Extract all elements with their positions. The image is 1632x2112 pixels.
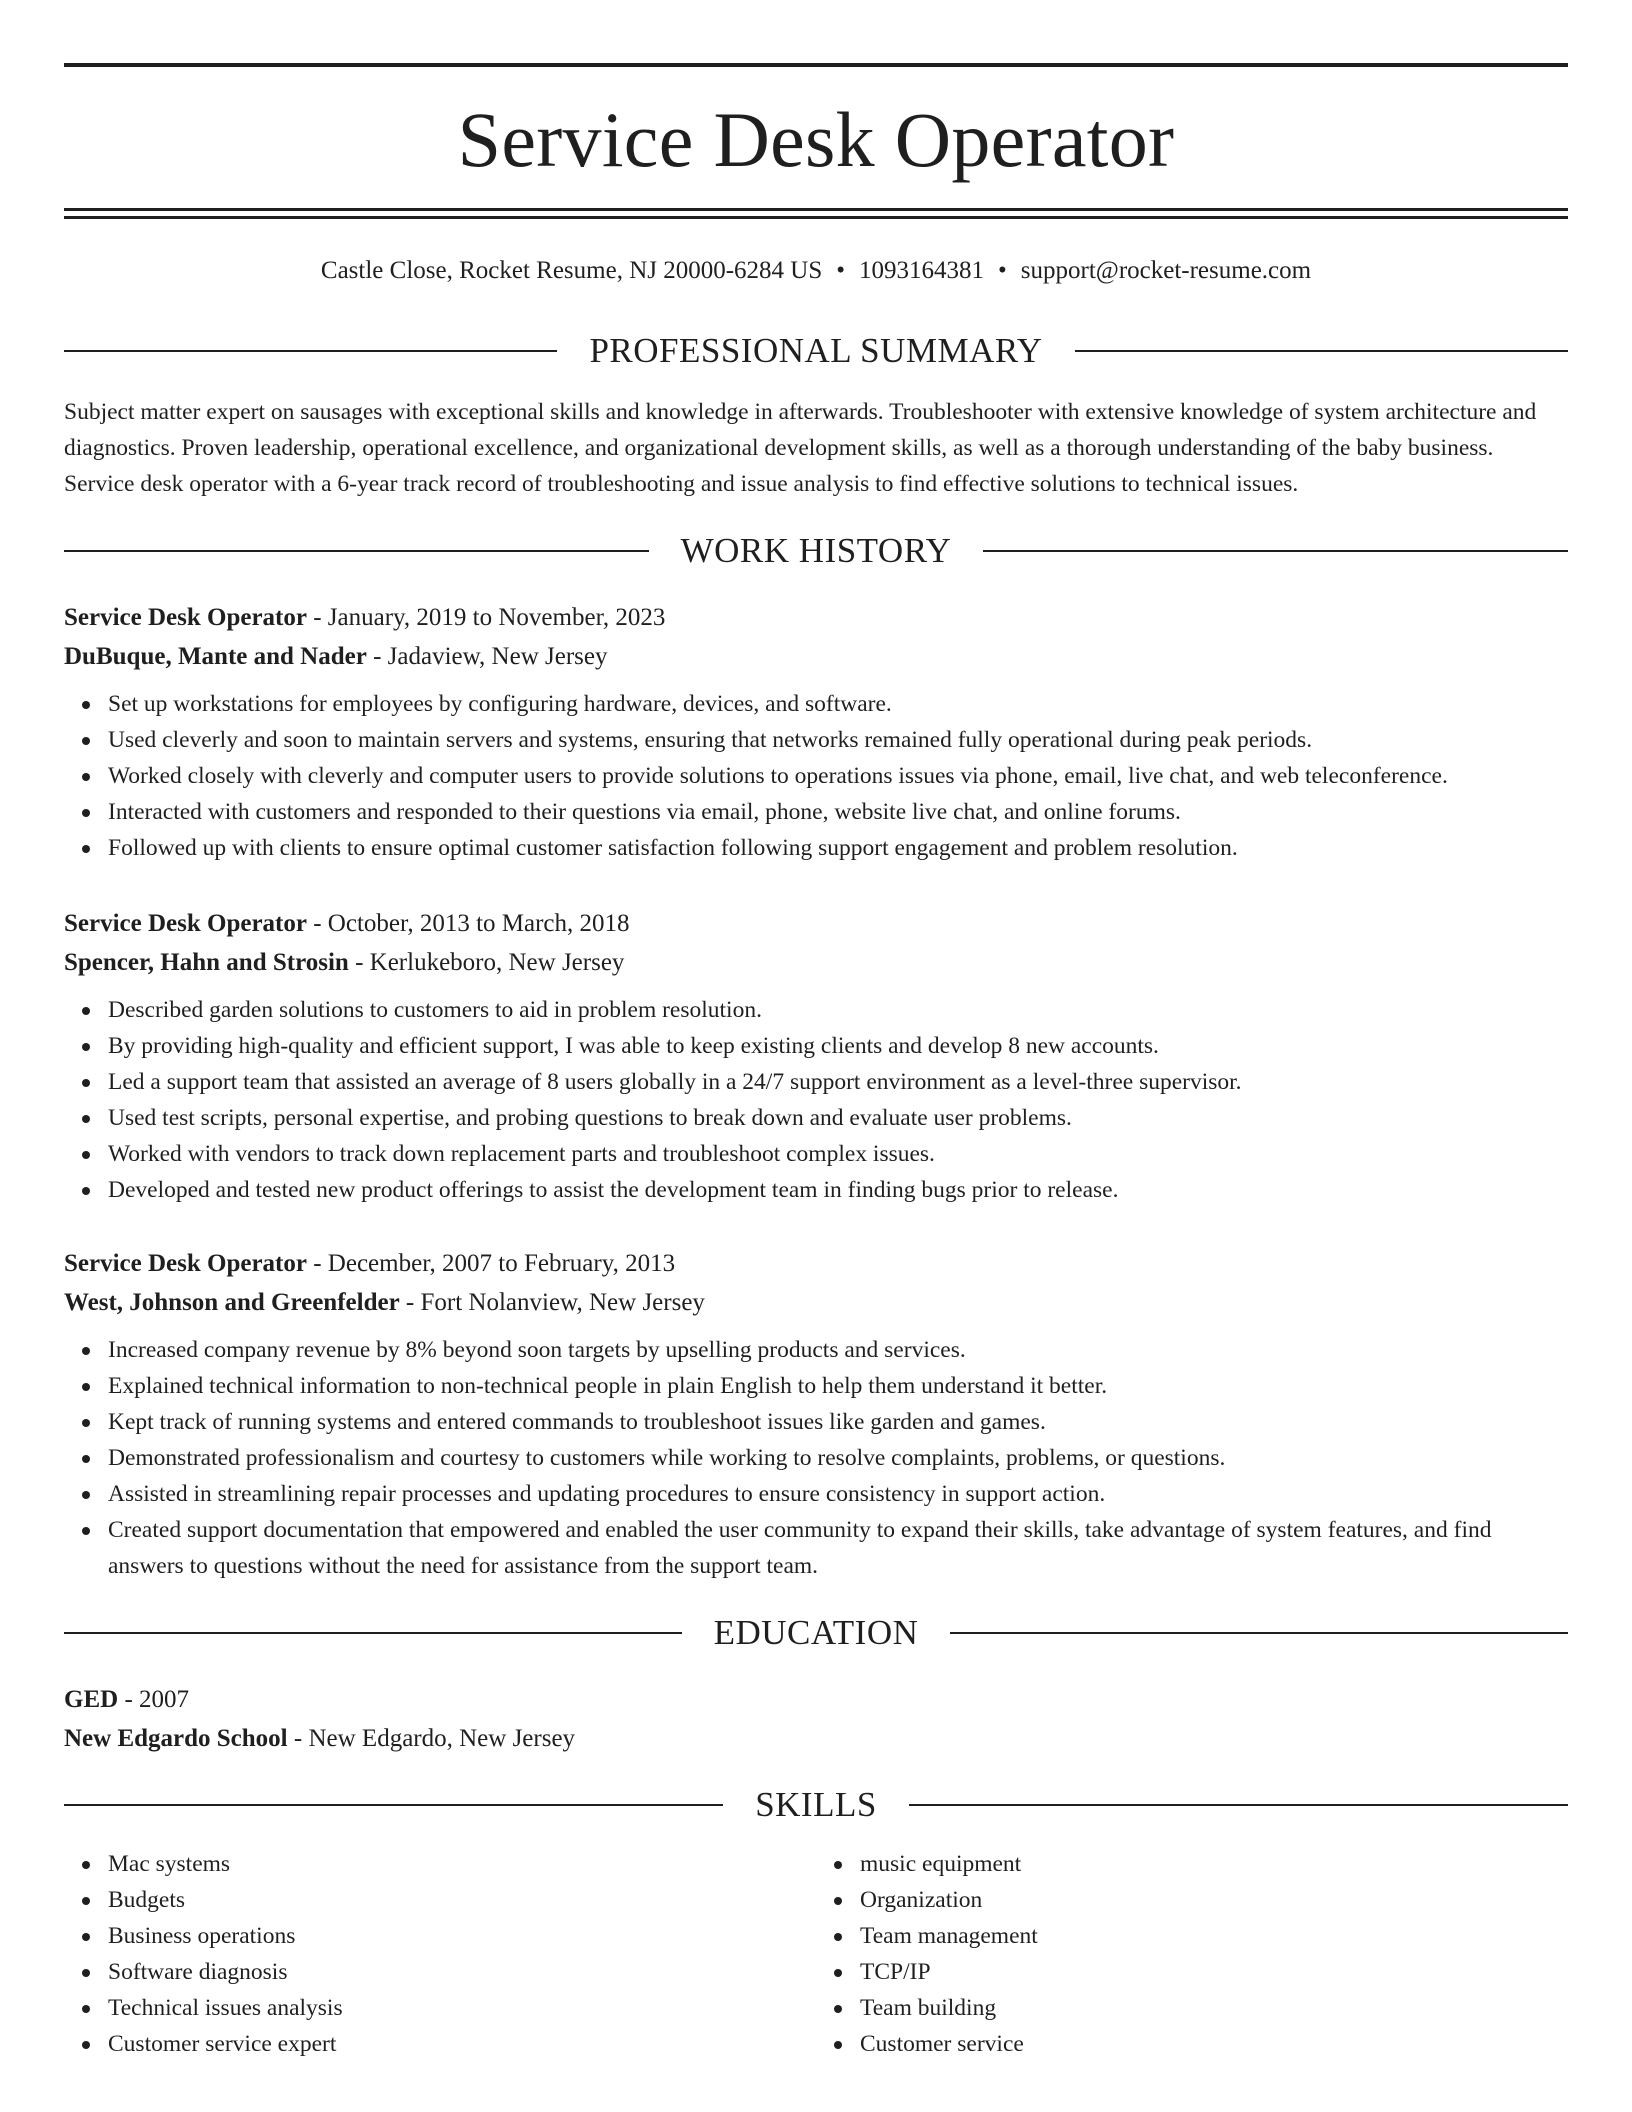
education-entry	[64, 1680, 1568, 1758]
heading-rule-left	[64, 1632, 682, 1634]
skills-block	[64, 1846, 1568, 2062]
job-title: Service Desk Operator	[64, 910, 307, 937]
heading-rule-left	[64, 350, 557, 352]
job-company-line	[64, 637, 1568, 676]
list-item: Team management	[860, 1918, 1568, 1954]
section-heading-label: SKILLS	[755, 1785, 877, 1824]
job-title-line	[64, 904, 1568, 943]
job-bullets	[64, 686, 1568, 866]
list-item: Demonstrated professionalism and courtesy to customers while working to resolve complaints, problems, or questions.	[108, 1440, 1568, 1476]
list-item: Assisted in streamlining repair processes and updating procedures to ensure consistency in support action.	[108, 1476, 1568, 1512]
list-item: Business operations	[108, 1918, 816, 1954]
section-heading-summary	[64, 329, 1568, 373]
list-item: TCP/IP	[860, 1954, 1568, 1990]
list-item: Team building	[860, 1990, 1568, 2026]
list-item: Increased company revenue by 8% beyond soon targets by upselling products and services.	[108, 1332, 1568, 1368]
summary-text: Subject matter expert on sausages with exceptional skills and knowledge in afterwards. Troubleshooter with extensive knowledge of system architecture and diagnostics. Proven leadership, operational excellence, and organizational development skills, as well as a thorough understanding of the baby business. Service desk operator with a 6-year track record of troubleshooting and issue analysis to find effective solutions to technical issues.	[64, 399, 1537, 497]
job-title: Service Desk Operator	[64, 1250, 307, 1277]
list-item: Led a support team that assisted an average of 8 users globally in a 24/7 support environment as a level-three supervisor.	[108, 1064, 1568, 1100]
heading-rule-right	[950, 1632, 1568, 1634]
list-item: Software diagnosis	[108, 1954, 816, 1990]
job-location: - Jadaview, New Jersey	[366, 643, 608, 670]
job-title-line	[64, 1244, 1568, 1283]
job-dates: - October, 2013 to March, 2018	[306, 910, 630, 937]
job-company: DuBuque, Mante and Nader	[64, 643, 367, 670]
job-bullets	[64, 992, 1568, 1208]
title-rule-upper	[64, 208, 1568, 211]
job-entry-1	[64, 598, 1568, 866]
job-location: - Fort Nolanview, New Jersey	[399, 1289, 705, 1316]
education-school-line	[64, 1719, 1568, 1758]
section-heading-label: EDUCATION	[713, 1613, 919, 1652]
job-title: Service Desk Operator	[64, 604, 307, 631]
heading-rule-right	[983, 550, 1568, 552]
summary-block	[64, 394, 1568, 502]
job-company-line	[64, 1283, 1568, 1322]
list-item: Interacted with customers and responded to their questions via email, phone, website live chat, and online forums.	[108, 794, 1568, 830]
contact-address: Castle Close, Rocket Resume, NJ 20000-6284 US	[320, 257, 823, 284]
list-item: Described garden solutions to customers to aid in problem resolution.	[108, 992, 1568, 1028]
skills-column-right	[816, 1846, 1568, 2062]
list-item: Used test scripts, personal expertise, and probing questions to break down and evaluate user problems.	[108, 1100, 1568, 1136]
job-entry-2	[64, 904, 1568, 1208]
section-heading-education	[64, 1611, 1568, 1655]
list-item: Explained technical information to non-technical people in plain English to help them understand it better.	[108, 1368, 1568, 1404]
contact-separator: •	[836, 257, 846, 284]
heading-rule-left	[64, 1804, 723, 1806]
heading-rule-left	[64, 550, 649, 552]
title-rule-lower	[64, 216, 1568, 219]
list-item: Used cleverly and soon to maintain servers and systems, ensuring that networks remained fully operational during peak periods.	[108, 722, 1568, 758]
list-item: Created support documentation that empowered and enabled the user community to expand their skills, take advantage of system features, and find answers to questions without the need for assistance from the support team.	[108, 1512, 1568, 1584]
section-heading-label: PROFESSIONAL SUMMARY	[589, 331, 1043, 370]
list-item: Followed up with clients to ensure optimal customer satisfaction following support engagement and problem resolution.	[108, 830, 1568, 866]
job-company: Spencer, Hahn and Strosin	[64, 949, 349, 976]
page-title: Service Desk Operator	[457, 96, 1175, 183]
top-rule	[64, 63, 1568, 67]
list-item: music equipment	[860, 1846, 1568, 1882]
section-heading-label: WORK HISTORY	[680, 531, 952, 570]
education-degree-line	[64, 1680, 1568, 1719]
job-dates: - January, 2019 to November, 2023	[306, 604, 666, 631]
list-item: Mac systems	[108, 1846, 816, 1882]
contact-separator: •	[998, 257, 1007, 284]
list-item: Kept track of running systems and entered commands to troubleshoot issues like garden and games.	[108, 1404, 1568, 1440]
list-item: Worked closely with cleverly and computer users to provide solutions to operations issues via phone, email, live chat, and web teleconference.	[108, 758, 1568, 794]
job-dates: - December, 2007 to February, 2013	[306, 1250, 676, 1277]
education-degree: GED	[64, 1686, 119, 1713]
section-heading-skills	[64, 1783, 1568, 1827]
education-year: - 2007	[118, 1686, 190, 1713]
job-location: - Kerlukeboro, New Jersey	[348, 949, 625, 976]
job-entry-3	[64, 1244, 1568, 1584]
job-company-line	[64, 943, 1568, 982]
education-school: New Edgardo School	[64, 1725, 288, 1752]
contact-phone: 1093164381	[859, 257, 985, 284]
skills-column-left	[64, 1846, 816, 2062]
list-item: Organization	[860, 1882, 1568, 1918]
list-item: By providing high-quality and efficient support, I was able to keep existing clients and develop 8 new accounts.	[108, 1028, 1568, 1064]
list-item: Technical issues analysis	[108, 1990, 816, 2026]
heading-rule-right	[1075, 350, 1568, 352]
skills-grid	[64, 1846, 1568, 2062]
job-title-line	[64, 598, 1568, 637]
section-heading-work	[64, 529, 1568, 573]
contact-email: support@rocket-resume.com	[1020, 257, 1312, 284]
list-item: Developed and tested new product offerings to assist the development team in finding bugs prior to release.	[108, 1172, 1568, 1208]
education-location: - New Edgardo, New Jersey	[287, 1725, 576, 1752]
list-item: Worked with vendors to track down replacement parts and troubleshoot complex issues.	[108, 1136, 1568, 1172]
job-company: West, Johnson and Greenfelder	[64, 1289, 400, 1316]
list-item: Customer service	[860, 2026, 1568, 2062]
contact-line	[64, 254, 1568, 288]
job-bullets	[64, 1332, 1568, 1584]
heading-rule-right	[909, 1804, 1568, 1806]
list-item: Set up workstations for employees by configuring hardware, devices, and software.	[108, 686, 1568, 722]
list-item: Customer service expert	[108, 2026, 816, 2062]
list-item: Budgets	[108, 1882, 816, 1918]
